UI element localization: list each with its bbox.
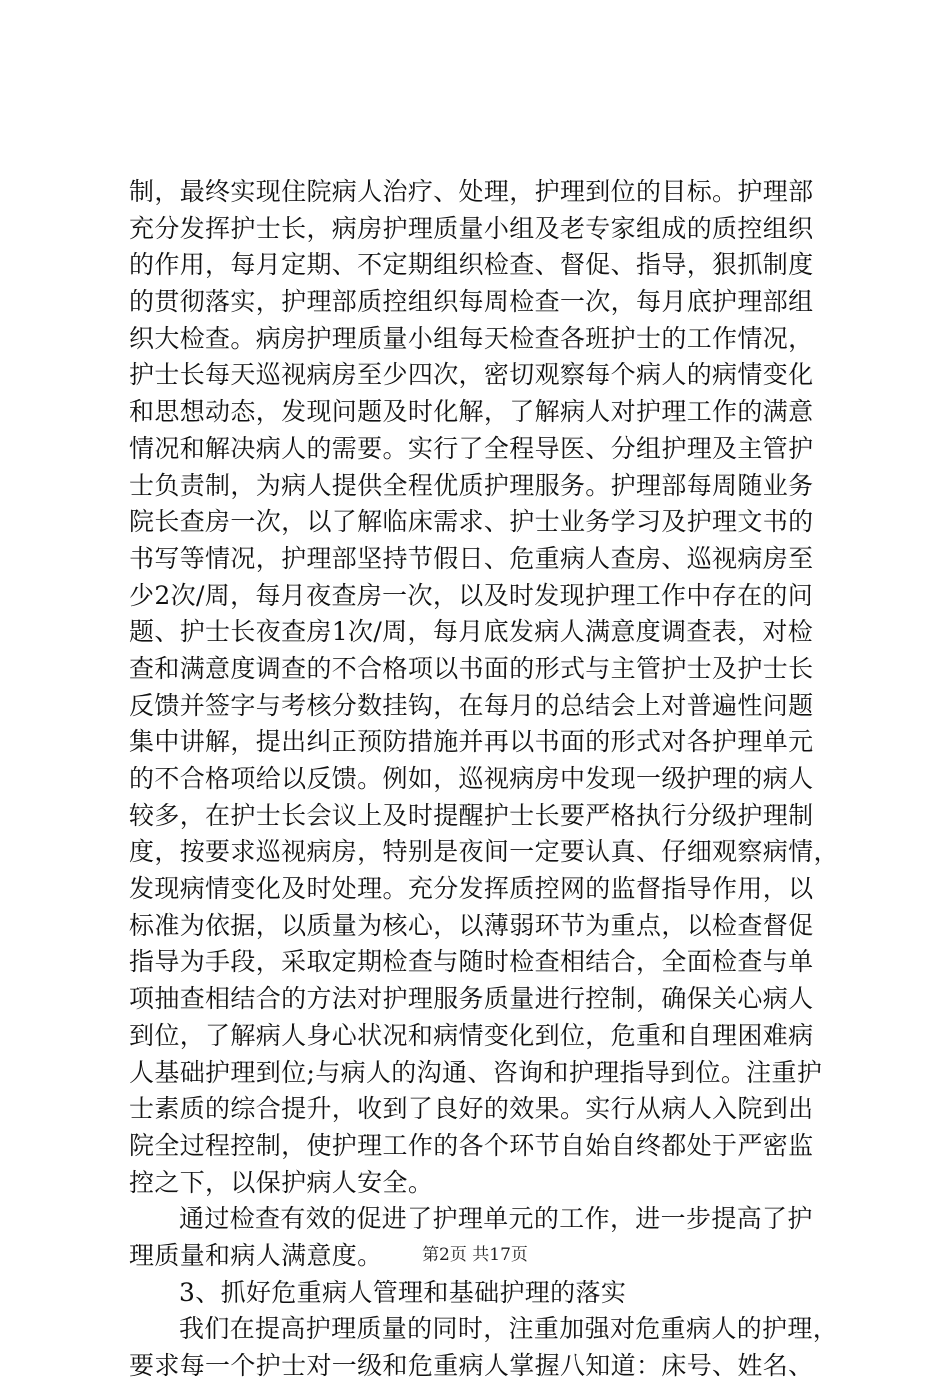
text-line: 指导为手段，采取定期检查与随时检查相结合，全面检查与单: [129, 947, 814, 977]
text-line: 到位，了解病人身心状况和病情变化到位，危重和自理困难病: [129, 1020, 814, 1050]
text-line: 我们在提高护理质量的同时，注重加强对危重病人的护理，: [179, 1314, 839, 1344]
text-line: 士负责制，为病人提供全程优质护理服务。护理部每周随业务: [129, 470, 814, 500]
text-line: 充分发挥护士长，病房护理质量小组及老专家组成的质控组织: [129, 213, 814, 243]
text-line: 情况和解决病人的需要。实行了全程导医、分组护理及主管护: [129, 433, 814, 463]
body-text: [129, 174, 841, 1385]
text-line: 反馈并签字与考核分数挂钩，在每月的总结会上对普遍性问题: [129, 690, 814, 720]
text-line: 士素质的综合提升，收到了良好的效果。实行从病人入院到出: [129, 1094, 814, 1124]
text-line: 和思想动态，发现问题及时化解，了解病人对护理工作的满意: [129, 397, 814, 427]
text-line: 查和满意度调查的不合格项以书面的形式与主管护士及护士长: [129, 653, 814, 683]
text-line: 织大检查。病房护理质量小组每天检查各班护士的工作情况，: [129, 323, 814, 353]
text-line: 标准为依据，以质量为核心，以薄弱环节为重点，以检查督促: [129, 910, 814, 940]
text-line: 院长查房一次，以了解临床需求、护士业务学习及护理文书的: [129, 507, 814, 537]
text-line: 控之下，以保护病人安全。: [129, 1167, 434, 1197]
text-line: 书写等情况，护理部坚持节假日、危重病人查房、巡视病房至: [129, 543, 814, 573]
page-footer: 第2页 共17页: [422, 1245, 528, 1265]
text-line: 3、抓好危重病人管理和基础护理的落实: [179, 1277, 627, 1307]
text-line: 题、护士长夜查房1次/周，每月底发病人满意度调查表，对检: [129, 617, 814, 647]
text-line: 的贯彻落实，护理部质控组织每周检查一次，每月底护理部组: [129, 287, 814, 317]
text-line: 理质量和病人满意度。: [129, 1240, 383, 1270]
text-line: 的不合格项给以反馈。例如，巡视病房中发现一级护理的病人: [129, 764, 814, 793]
text-line: 护士长每天巡视病房至少四次，密切观察每个病人的病情变化: [129, 360, 814, 390]
text-line: 集中讲解，提出纠正预防措施并再以书面的形式对各护理单元: [129, 727, 814, 757]
text-line: 通过检查有效的促进了护理单元的工作，进一步提高了护: [179, 1204, 813, 1234]
text-line: 院全过程控制，使护理工作的各个环节自始自终都处于严密监: [129, 1130, 814, 1160]
text-line: 的作用，每月定期、不定期组织检查、督促、指导，狠抓制度: [129, 250, 814, 280]
text-line: 较多，在护士长会议上及时提醒护士长要严格执行分级护理制: [129, 800, 814, 830]
text-line: 项抽查相结合的方法对护理服务质量进行控制，确保关心病人: [129, 984, 814, 1014]
text-line: 度，按要求巡视病房，特别是夜间一定要认真、仔细观察病情，: [129, 837, 839, 867]
text-line: 要求每一个护士对一级和危重病人掌握八知道：床号、姓名、: [129, 1351, 814, 1380]
text-line: 人基础护理到位;与病人的沟通、咨询和护理指导到位。注重护: [129, 1057, 823, 1087]
text-line: 制，最终实现住院病人治疗、处理，护理到位的目标。护理部: [129, 177, 814, 206]
text-line: 少2次/周，每月夜查房一次，以及时发现护理工作中存在的问: [129, 580, 814, 610]
text-line: 发现病情变化及时处理。充分发挥质控网的监督指导作用，以: [129, 874, 814, 904]
